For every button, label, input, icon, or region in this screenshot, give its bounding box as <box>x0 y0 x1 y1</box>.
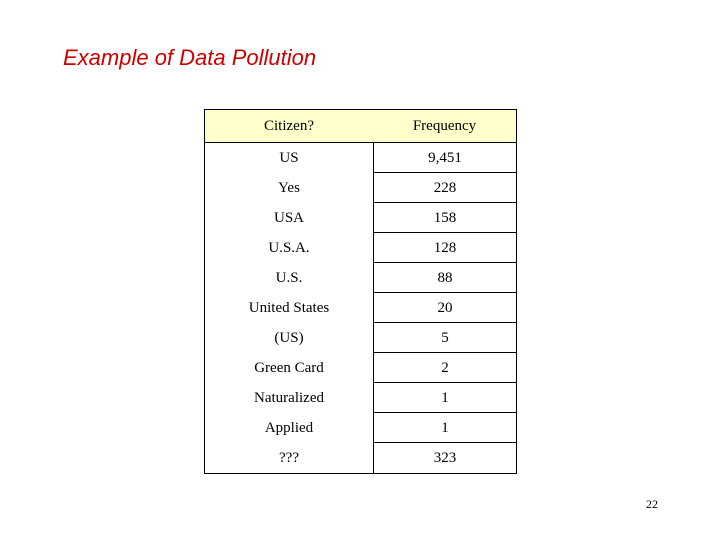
table-row <box>205 203 516 233</box>
table-row <box>205 323 516 353</box>
citizen-cell: Naturalized <box>254 390 324 406</box>
table-row <box>205 233 516 263</box>
frequency-cell: 1 <box>373 383 516 413</box>
frequency-cell: 9,451 <box>373 143 516 173</box>
frequency-cell: 1 <box>373 413 516 443</box>
slide-title: Example of Data Pollution <box>63 45 317 70</box>
citizen-cell: Green Card <box>254 360 324 376</box>
table-row <box>205 173 516 203</box>
frequency-cell: 5 <box>373 323 516 353</box>
citizen-cell: U.S.A. <box>268 240 310 256</box>
frequency-cell: 158 <box>373 203 516 233</box>
table-row <box>205 383 516 413</box>
citizen-cell: USA <box>273 210 304 226</box>
frequency-table <box>204 109 517 474</box>
citizen-cell: ??? <box>279 450 299 466</box>
citizen-cell: (US) <box>274 330 304 346</box>
citizen-cell: Applied <box>264 420 314 436</box>
table-header-row <box>205 110 516 143</box>
table-body <box>205 143 516 473</box>
table-row <box>205 443 516 473</box>
frequency-cell: 228 <box>373 173 516 203</box>
table-row <box>205 143 516 173</box>
citizen-cell: U.S. <box>275 270 303 286</box>
frequency-cell: 128 <box>373 233 516 263</box>
frequency-cell: 323 <box>373 443 516 473</box>
frequency-cell: 88 <box>373 263 516 293</box>
citizen-cell: Yes <box>278 180 300 196</box>
frequency-cell: 20 <box>373 293 516 323</box>
table-row <box>205 413 516 443</box>
citizen-cell: United States <box>248 300 330 316</box>
table-row <box>205 293 516 323</box>
header-frequency: Frequency <box>412 118 477 134</box>
table-row <box>205 353 516 383</box>
header-citizen: Citizen? <box>264 118 314 134</box>
table-row <box>205 263 516 293</box>
frequency-cell: 2 <box>373 353 516 383</box>
page-number: 22 <box>646 497 658 511</box>
citizen-cell: US <box>279 150 299 166</box>
